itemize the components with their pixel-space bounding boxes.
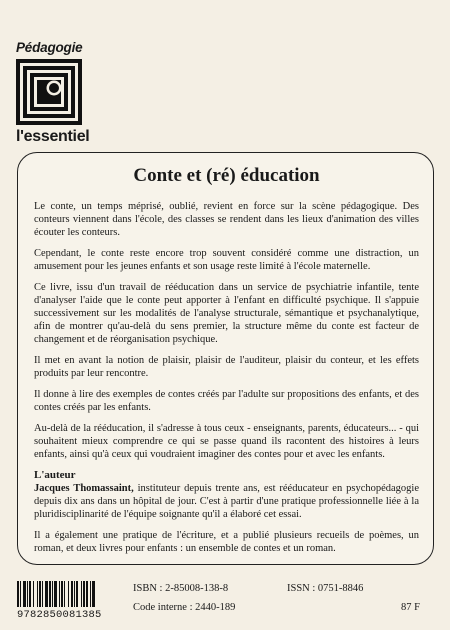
series-bottom-label: l'essentiel [16,128,90,145]
author-name: Jacques Thomassaint, [34,483,134,494]
blurb-paragraph: Il donne à lire des exemples de contes créés par l'adulte sur propositions des enfants, et des contes créés par les enfants. [34,389,419,413]
author-bio-text: instituteur depuis trente ans, est rééducateur en psychopédagogie depuis dix ans dans un hôpital de jour. C'est à partir d'une pratique professionnelle liée à la pluridisciplinarité de l'équipe soignante qu'il a élaboré cet essai. [34,483,420,520]
author-bio [34,482,419,521]
barcode-icon [17,581,123,607]
blurb-frame [17,152,434,565]
blurb-paragraph: Le conte, un temps méprisé, oublié, revient en force sur la scène pédagogique. Des conteurs viennent dans l'école, des classes se rendent dans les lieux d'animation des villes écouter les conteurs. [34,201,419,238]
barcode-number: 9782850081385 [17,609,102,621]
series-block [16,40,94,146]
blurb-paragraph: Ce livre, issu d'un travail de rééducation dans un service de psychiatrie infantile, tente d'analyser l'aide que le conte peut apporter à l'enfant en difficulté psychique. Il s'appuie successivement sur les modalités de l'analyse structurale, sémantique et psychanalytique, afin de montrer qu'au-delà du sens premier, la structure même du conte est facteur de changement et de réorganisation psychique. [34,282,419,345]
issn-label: ISSN : 0751-8846 [287,583,364,594]
internal-code-label: Code interne : 2440-189 [133,602,236,613]
author-heading: L'auteur [34,469,76,481]
series-top-label: Pédagogie [16,40,83,55]
concentric-squares-logo-icon [16,59,82,125]
blurb-paragraph: Cependant, le conte reste encore trop souvent considéré comme une distraction, un amusement pour les jeunes enfants et son usage reste limité à l'école maternelle. [34,248,419,272]
blurb-paragraph: Au-delà de la rééducation, il s'adresse à tous ceux - enseignants, parents, éducateurs... - qui souhaitent mieux comprendre ce qui se passe quand ils racontent des histoires à leurs enfants, ainsi qu'à ceux qui voudraient imaginer des contes pour et avec les enfants. [34,423,419,460]
author-bio-2: Il a également une pratique de l'écriture, et a publié plusieurs recueils de poèmes, un roman, et deux livres pour enfants : un ensemble de contes et un roman. [34,530,419,554]
blurb-paragraph: Il met en avant la notion de plaisir, plaisir de l'auditeur, plaisir du conteur, et les effets produits par leur rencontre. [34,355,419,379]
price-label: 87 F [401,602,420,613]
isbn-label: ISBN : 2-85008-138-8 [133,583,229,594]
book-title: Conte et (ré) éducation [133,165,320,186]
